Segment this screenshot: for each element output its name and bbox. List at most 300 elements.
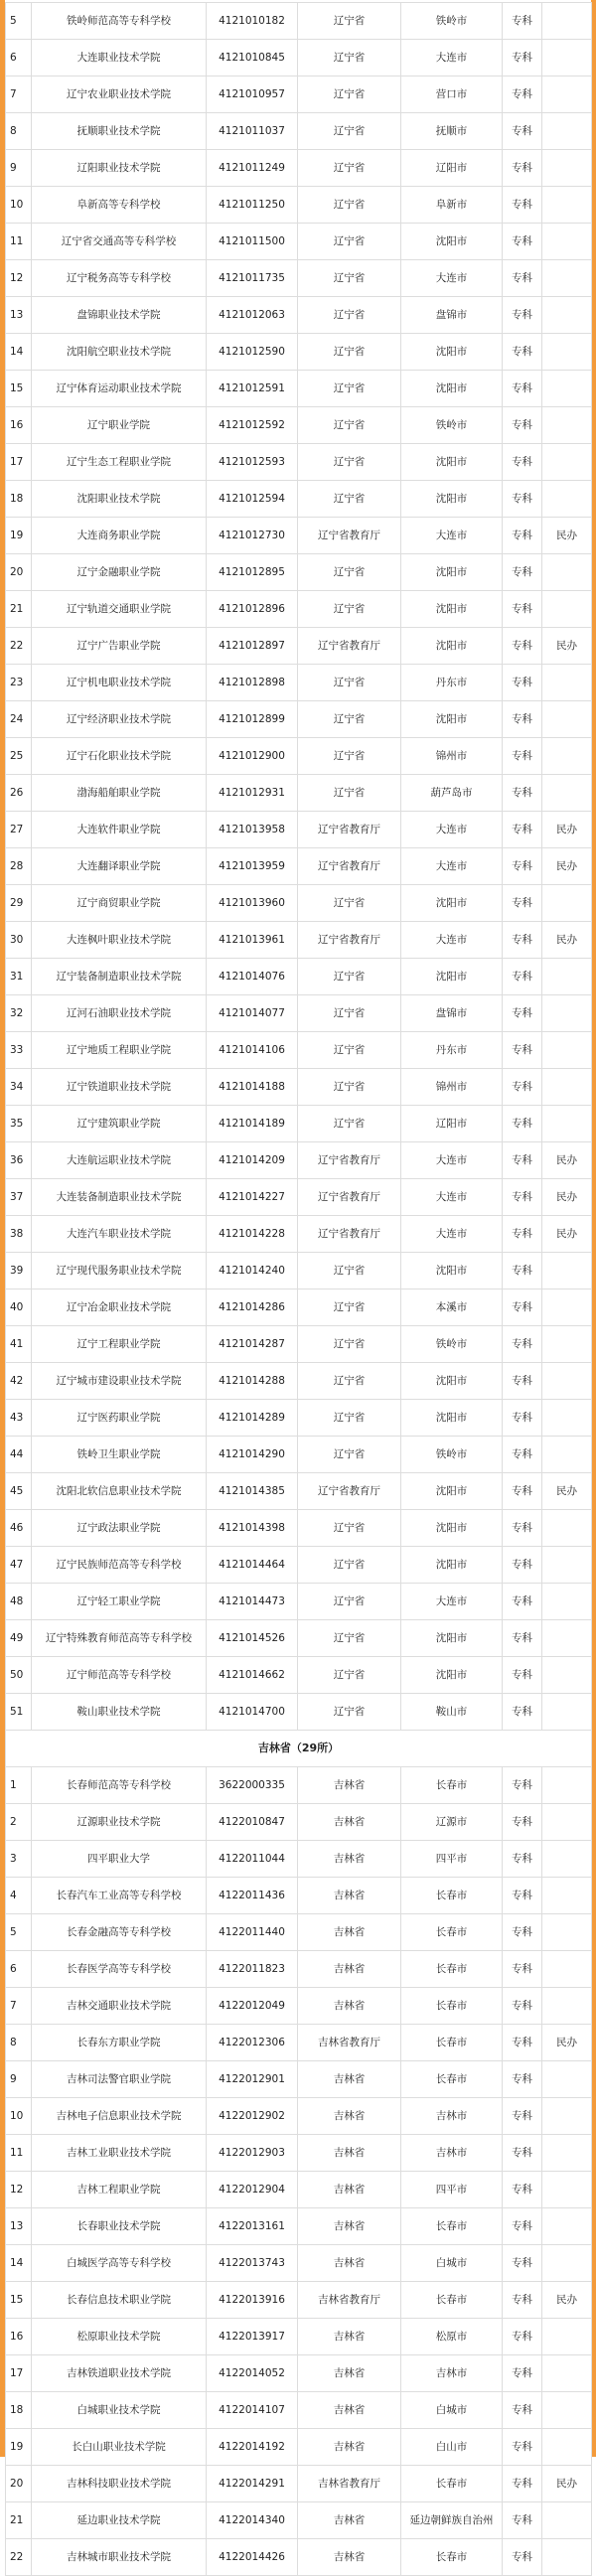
row-index-cell: 29 [6,885,32,922]
city-cell: 沈阳市 [401,1510,503,1547]
province-section [6,1731,592,1767]
table-row [6,1804,592,1841]
row-index-cell: 12 [6,260,32,297]
table-row [6,1253,592,1289]
school-name-cell: 辽源职业技术学院 [32,1804,207,1841]
row-index-cell: 27 [6,812,32,848]
remark-cell [542,1694,592,1731]
remark-cell [542,2319,592,2355]
remark-cell [542,1547,592,1584]
authority-cell: 辽宁省 [298,113,401,150]
remark-cell [542,885,592,922]
remark-cell [542,2539,592,2576]
table-row [6,2539,592,2576]
authority-cell: 辽宁省教育厅 [298,1179,401,1216]
city-cell: 长春市 [401,1914,503,1951]
city-cell: 锦州市 [401,738,503,775]
school-name-cell: 大连职业技术学院 [32,40,207,76]
remark-cell [542,1951,592,1988]
level-cell: 专科 [503,885,542,922]
level-cell: 专科 [503,2098,542,2135]
row-index-cell: 10 [6,187,32,224]
school-code-cell: 4121012594 [207,481,298,518]
row-index-cell: 20 [6,2466,32,2502]
level-cell: 专科 [503,187,542,224]
school-name-cell: 辽阳职业技术学院 [32,150,207,187]
remark-cell [542,1437,592,1473]
city-cell: 大连市 [401,518,503,554]
remark-cell [542,1326,592,1363]
school-name-cell: 长春信息技术职业学院 [32,2282,207,2319]
remark-cell [542,665,592,701]
school-name-cell: 大连翻译职业学院 [32,848,207,885]
table-row [6,1988,592,2025]
authority-cell: 辽宁省教育厅 [298,1216,401,1253]
row-index-cell: 8 [6,113,32,150]
authority-cell: 辽宁省 [298,1694,401,1731]
authority-cell: 吉林省 [298,1878,401,1914]
city-cell: 沈阳市 [401,701,503,738]
table-row [6,885,592,922]
table-row [6,1106,592,1142]
row-index-cell: 15 [6,371,32,407]
table-row [6,444,592,481]
school-code-cell: 4121014228 [207,1216,298,1253]
authority-cell: 辽宁省教育厅 [298,1473,401,1510]
level-cell: 专科 [503,3,542,40]
level-cell: 专科 [503,297,542,334]
level-cell: 专科 [503,2466,542,2502]
school-code-cell: 4121014076 [207,959,298,995]
level-cell: 专科 [503,1841,542,1878]
school-name-cell: 辽宁经济职业技术学院 [32,701,207,738]
row-index-cell: 31 [6,959,32,995]
school-name-cell: 吉林城市职业技术学院 [32,2539,207,2576]
table-row [6,2172,592,2208]
level-cell: 专科 [503,1363,542,1400]
level-cell: 专科 [503,1584,542,1620]
level-cell: 专科 [503,628,542,665]
city-cell: 营口市 [401,76,503,113]
remark-cell [542,1767,592,1804]
authority-cell: 辽宁省 [298,554,401,591]
school-name-cell: 辽宁铁道职业技术学院 [32,1069,207,1106]
city-cell: 长春市 [401,1767,503,1804]
school-code-cell: 4122014291 [207,2466,298,2502]
school-name-cell: 辽宁金融职业学院 [32,554,207,591]
authority-cell: 吉林省 [298,1951,401,1988]
school-code-cell: 4122014052 [207,2355,298,2392]
row-index-cell: 39 [6,1253,32,1289]
school-code-cell: 4121014662 [207,1657,298,1694]
row-index-cell: 17 [6,444,32,481]
school-name-cell: 辽宁农业职业技术学院 [32,76,207,113]
remark-cell [542,1363,592,1400]
row-index-cell: 44 [6,1437,32,1473]
school-name-cell: 大连汽车职业技术学院 [32,1216,207,1253]
table-row [6,1951,592,1988]
school-name-cell: 长春东方职业学院 [32,2025,207,2061]
level-cell: 专科 [503,334,542,371]
city-cell: 沈阳市 [401,1473,503,1510]
remark-cell [542,187,592,224]
level-cell: 专科 [503,591,542,628]
city-cell: 阜新市 [401,187,503,224]
city-cell: 盘锦市 [401,297,503,334]
city-cell: 沈阳市 [401,371,503,407]
school-code-cell: 4121014240 [207,1253,298,1289]
level-cell: 专科 [503,1253,542,1289]
level-cell: 专科 [503,224,542,260]
level-cell: 专科 [503,775,542,812]
school-name-cell: 辽宁冶金职业技术学院 [32,1289,207,1326]
level-cell: 专科 [503,1878,542,1914]
table-row [6,407,592,444]
authority-cell: 吉林省 [298,2539,401,2576]
row-index-cell: 16 [6,407,32,444]
city-cell: 铁岭市 [401,1326,503,1363]
table-row [6,1289,592,1326]
table-row [6,2282,592,2319]
row-index-cell: 30 [6,922,32,959]
level-cell: 专科 [503,1988,542,2025]
row-index-cell: 24 [6,701,32,738]
authority-cell: 辽宁省 [298,371,401,407]
level-cell: 专科 [503,1620,542,1657]
school-name-cell: 辽宁特殊教育师范高等专科学校 [32,1620,207,1657]
level-cell: 专科 [503,150,542,187]
authority-cell: 辽宁省 [298,701,401,738]
authority-cell: 吉林省 [298,2172,401,2208]
remark-cell: 民办 [542,2466,592,2502]
row-index-cell: 34 [6,1069,32,1106]
authority-cell: 吉林省 [298,1841,401,1878]
authority-cell: 辽宁省 [298,260,401,297]
city-cell: 长春市 [401,1988,503,2025]
authority-cell: 辽宁省教育厅 [298,628,401,665]
remark-cell [542,1400,592,1437]
school-code-cell: 4122012902 [207,2098,298,2135]
school-code-cell: 4121012900 [207,738,298,775]
school-name-cell: 辽宁轨道交通职业学院 [32,591,207,628]
level-cell: 专科 [503,738,542,775]
remark-cell [542,481,592,518]
table-row [6,775,592,812]
row-index-cell: 38 [6,1216,32,1253]
row-index-cell: 16 [6,2319,32,2355]
remark-cell: 民办 [542,518,592,554]
remark-cell [542,1988,592,2025]
remark-cell [542,260,592,297]
row-index-cell: 6 [6,40,32,76]
level-cell: 专科 [503,1069,542,1106]
remark-cell [542,334,592,371]
row-index-cell: 35 [6,1106,32,1142]
school-name-cell: 辽宁建筑职业学院 [32,1106,207,1142]
authority-cell: 辽宁省 [298,1253,401,1289]
table-row [6,260,592,297]
level-cell: 专科 [503,1767,542,1804]
table-row [6,40,592,76]
row-index-cell: 41 [6,1326,32,1363]
city-cell: 白城市 [401,2245,503,2282]
table-row [6,1363,592,1400]
city-cell: 铁岭市 [401,3,503,40]
remark-cell: 民办 [542,1179,592,1216]
level-cell: 专科 [503,554,542,591]
level-cell: 专科 [503,1326,542,1363]
city-cell: 长春市 [401,2025,503,2061]
table-row [6,1142,592,1179]
remark-cell [542,1106,592,1142]
school-name-cell: 延边职业技术学院 [32,2502,207,2539]
authority-cell: 辽宁省 [298,959,401,995]
school-code-cell: 4121014077 [207,995,298,1032]
level-cell: 专科 [503,1473,542,1510]
school-code-cell: 4121012063 [207,297,298,334]
row-index-cell: 21 [6,591,32,628]
school-name-cell: 沈阳航空职业技术学院 [32,334,207,371]
school-code-cell: 4121014209 [207,1142,298,1179]
authority-cell: 辽宁省 [298,407,401,444]
level-cell: 专科 [503,2392,542,2429]
city-cell: 沈阳市 [401,1363,503,1400]
school-code-cell: 4122014340 [207,2502,298,2539]
remark-cell [542,2245,592,2282]
table-row [6,187,592,224]
remark-cell [542,959,592,995]
school-name-cell: 大连枫叶职业技术学院 [32,922,207,959]
school-code-cell: 4121013959 [207,848,298,885]
province-header-jilin: 吉林省（29所） [6,1731,592,1767]
table-row [6,1437,592,1473]
table-row [6,2355,592,2392]
remark-cell [542,1620,592,1657]
level-cell: 专科 [503,518,542,554]
remark-cell [542,2208,592,2245]
school-name-cell: 沈阳北软信息职业技术学院 [32,1473,207,1510]
authority-cell: 吉林省 [298,1914,401,1951]
school-code-cell: 4121014189 [207,1106,298,1142]
level-cell: 专科 [503,1142,542,1179]
remark-cell [542,1878,592,1914]
row-index-cell: 18 [6,481,32,518]
school-code-cell: 4121014286 [207,1289,298,1326]
remark-cell: 民办 [542,1473,592,1510]
row-index-cell: 4 [6,1878,32,1914]
city-cell: 吉林市 [401,2098,503,2135]
city-cell: 沈阳市 [401,1547,503,1584]
table-row [6,113,592,150]
school-code-cell: 4122012903 [207,2135,298,2172]
city-cell: 四平市 [401,2172,503,2208]
level-cell: 专科 [503,113,542,150]
row-index-cell: 45 [6,1473,32,1510]
school-code-cell: 4122011044 [207,1841,298,1878]
city-cell: 长春市 [401,2539,503,2576]
school-name-cell: 长春金融高等专科学校 [32,1914,207,1951]
authority-cell: 辽宁省 [298,591,401,628]
row-index-cell: 11 [6,224,32,260]
school-name-cell: 长春医学高等专科学校 [32,1951,207,1988]
authority-cell: 辽宁省 [298,187,401,224]
city-cell: 沈阳市 [401,334,503,371]
table-row [6,2429,592,2466]
authority-cell: 辽宁省 [298,995,401,1032]
row-index-cell: 8 [6,2025,32,2061]
level-cell: 专科 [503,2539,542,2576]
remark-cell: 民办 [542,922,592,959]
level-cell: 专科 [503,1289,542,1326]
remark-cell [542,297,592,334]
row-index-cell: 40 [6,1289,32,1326]
table-row [6,1473,592,1510]
level-cell: 专科 [503,2172,542,2208]
school-name-cell: 长春职业技术学院 [32,2208,207,2245]
remark-cell [542,1804,592,1841]
city-cell: 丹东市 [401,665,503,701]
remark-cell [542,1510,592,1547]
school-code-cell: 4121014385 [207,1473,298,1510]
table-row [6,1547,592,1584]
level-cell: 专科 [503,1914,542,1951]
city-cell: 沈阳市 [401,481,503,518]
row-index-cell: 26 [6,775,32,812]
remark-cell [542,3,592,40]
school-code-cell: 4122014107 [207,2392,298,2429]
table-row [6,3,592,40]
row-index-cell: 18 [6,2392,32,2429]
row-index-cell: 19 [6,2429,32,2466]
row-index-cell: 11 [6,2135,32,2172]
table-row [6,554,592,591]
city-cell: 葫芦岛市 [401,775,503,812]
row-index-cell: 21 [6,2502,32,2539]
row-index-cell: 47 [6,1547,32,1584]
remark-cell: 民办 [542,628,592,665]
authority-cell: 辽宁省 [298,1584,401,1620]
school-code-cell: 4121013961 [207,922,298,959]
level-cell: 专科 [503,2208,542,2245]
school-name-cell: 松原职业技术学院 [32,2319,207,2355]
authority-cell: 吉林省 [298,2429,401,2466]
authority-cell: 辽宁省 [298,224,401,260]
table-row [6,922,592,959]
row-index-cell: 36 [6,1142,32,1179]
authority-cell: 辽宁省 [298,334,401,371]
authority-cell: 辽宁省 [298,76,401,113]
school-name-cell: 辽宁商贸职业学院 [32,885,207,922]
school-name-cell: 白城医学高等专科学校 [32,2245,207,2282]
row-index-cell: 14 [6,2245,32,2282]
table-row [6,518,592,554]
jilin-rows [6,1767,592,2576]
row-index-cell: 25 [6,738,32,775]
city-cell: 长春市 [401,2466,503,2502]
authority-cell: 吉林省 [298,1767,401,1804]
city-cell: 大连市 [401,260,503,297]
school-name-cell: 辽宁城市建设职业技术学院 [32,1363,207,1400]
school-code-cell: 4121014526 [207,1620,298,1657]
table-row [6,812,592,848]
school-name-cell: 辽宁体育运动职业技术学院 [32,371,207,407]
school-name-cell: 辽宁税务高等专科学校 [32,260,207,297]
school-code-cell: 4122012049 [207,1988,298,2025]
school-code-cell: 4121012898 [207,665,298,701]
school-code-cell: 4121010845 [207,40,298,76]
level-cell: 专科 [503,665,542,701]
authority-cell: 辽宁省 [298,150,401,187]
province-header-row [6,1731,592,1767]
school-code-cell: 4122012904 [207,2172,298,2208]
table-row [6,1510,592,1547]
city-cell: 长春市 [401,2061,503,2098]
remark-cell [542,1914,592,1951]
city-cell: 大连市 [401,848,503,885]
row-index-cell: 22 [6,2539,32,2576]
table-row [6,1914,592,1951]
school-name-cell: 辽宁广告职业学院 [32,628,207,665]
level-cell: 专科 [503,848,542,885]
row-index-cell: 2 [6,1804,32,1841]
school-code-cell: 4121010957 [207,76,298,113]
school-name-cell: 辽宁医药职业学院 [32,1400,207,1437]
city-cell: 沈阳市 [401,1400,503,1437]
authority-cell: 吉林省 [298,1804,401,1841]
school-code-cell: 4121011037 [207,113,298,150]
school-code-cell: 4122010847 [207,1804,298,1841]
row-index-cell: 12 [6,2172,32,2208]
table-row [6,481,592,518]
remark-cell [542,554,592,591]
city-cell: 大连市 [401,1584,503,1620]
school-code-cell: 4121011249 [207,150,298,187]
remark-cell [542,2172,592,2208]
table-row [6,995,592,1032]
remark-cell: 民办 [542,848,592,885]
level-cell: 专科 [503,1657,542,1694]
row-index-cell: 20 [6,554,32,591]
table-row [6,738,592,775]
table-row [6,371,592,407]
city-cell: 长春市 [401,2282,503,2319]
row-index-cell: 7 [6,76,32,113]
level-cell: 专科 [503,1032,542,1069]
level-cell: 专科 [503,2061,542,2098]
remark-cell [542,2135,592,2172]
level-cell: 专科 [503,1951,542,1988]
city-cell: 四平市 [401,1841,503,1878]
table-row [6,2098,592,2135]
table-row [6,334,592,371]
table-row [6,2502,592,2539]
school-name-cell: 辽宁师范高等专科学校 [32,1657,207,1694]
row-index-cell: 5 [6,3,32,40]
remark-cell [542,2502,592,2539]
table-row [6,628,592,665]
school-name-cell: 辽宁省交通高等专科学校 [32,224,207,260]
school-name-cell: 大连软件职业学院 [32,812,207,848]
school-code-cell: 4121011500 [207,224,298,260]
row-index-cell: 17 [6,2355,32,2392]
school-code-cell: 4121014287 [207,1326,298,1363]
row-index-cell: 10 [6,2098,32,2135]
school-code-cell: 4121014700 [207,1694,298,1731]
row-index-cell: 49 [6,1620,32,1657]
city-cell: 白城市 [401,2392,503,2429]
school-name-cell: 吉林工业职业技术学院 [32,2135,207,2172]
authority-cell: 吉林省 [298,2502,401,2539]
